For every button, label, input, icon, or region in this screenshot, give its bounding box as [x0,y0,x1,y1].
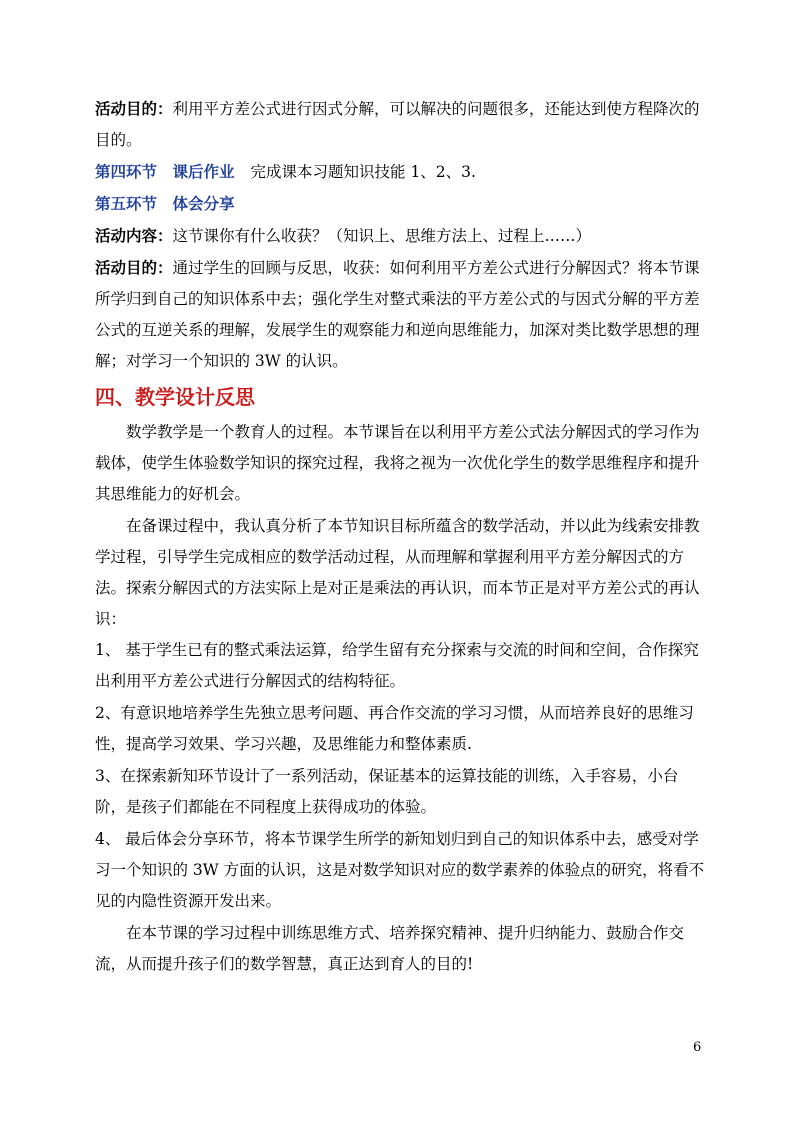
content-text: 这节课你有什么收获？（知识上、思维方法上、过程上……） [172,227,592,245]
purpose-label: 活动目的： [95,100,173,118]
purpose-label-2: 活动目的： [95,259,173,277]
purpose-text-2: 通过学生的回顾与反思，收获：如何利用平方差公式进行分解因式？将本节课所学归到自己的知识体系中去；强化学生对整式乘法的平方差公式的与因式分解的平方差公式的互逆关系的理解，发展学生的观察能力和逆向思维能力，加深对类比数学思想的理解；对学习一个知识的 3W 的认识。 [95,259,700,370]
list-item-2: 2、有意识地培养学生先独立思考问题、再合作交流的学习习惯，从而培养良好的思维习性，提高学习效果、学习兴趣，及思维能力和整体素质. [95,704,694,753]
purpose-paragraph-1 [95,94,705,156]
step4-text: 完成课本习题知识技能 1、2、3. [250,163,476,181]
list-item-1: 1、 基于学生已有的整式乘法运算，给学生留有充分探索与交流的时间和空间，合作探究出利用平方差公式进行分解因式的结构特征。 [95,641,699,690]
purpose-paragraph-2 [95,253,705,377]
step5-label: 第五环节 体会分享 [95,195,235,213]
step4-line [95,157,705,188]
step4-label: 第四环节 课后作业 [95,163,235,181]
content-label: 活动内容： [95,227,173,245]
purpose-text: 利用平方差公式进行因式分解，可以解决的问题很多，还能达到使方程降次的目的。 [95,100,700,149]
section-heading: 四、教学设计反思 [95,385,255,409]
reflection-paragraph-3: 在本节课的学习过程中训练思维方式、培养探究精神、提升归纳能力、鼓励合作交流，从而提升孩子们的数学智慧，真正达到育人的目的! [95,924,685,973]
reflection-paragraph-1: 数学教学是一个教育人的过程。本节课旨在以利用平方差公式法分解因式的学习作为载体，使学生体验数学知识的探究过程，我将之视为一次优化学生的数学思维程序和提升其思维能力的好机会。 [95,423,700,503]
reflection-paragraph-2: 在备课过程中，我认真分析了本节知识目标所蕴含的数学活动，并以此为线索安排教学过程，引导学生完成相应的数学活动过程，从而理解和掌握利用平方差分解因式的方法。探索分解因式的方法实际上是对正是乘法的再认识，而本节正是对平方差公式的再认识： [95,517,700,628]
list-item-3: 3、在探索新知环节设计了一系列活动，保证基本的运算技能的训练，入手容易，小台阶，是孩子们都能在不同程度上获得成功的体验。 [95,767,679,816]
content-paragraph [95,221,705,252]
list-item-4: 4、 最后体会分享环节，将本节课学生所学的新知划归到自己的知识体系中去，感受对学习一个知识的 3W 方面的认识，这是对数学知识对应的数学素养的体验点的研究，将看不见的内隐性资源开发出来。 [95,830,705,910]
step5-line [95,189,705,220]
page-number: 6 [693,1040,702,1055]
